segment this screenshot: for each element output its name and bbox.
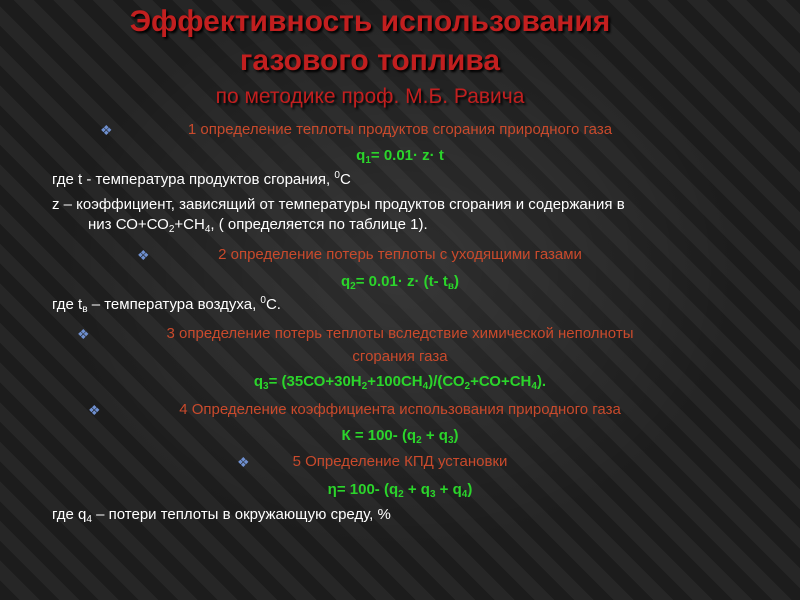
slide-title-line2: газового топлива (239, 44, 501, 77)
section4-heading: 4 Определение коэффициента использования природного газа (179, 401, 621, 418)
bullet-icon: ❖ (88, 402, 101, 418)
section5-heading: 5 Определение КПД установки (292, 453, 508, 470)
formula-q1: $q_1= 0.01\cdot z\cdot t$ (356, 147, 444, 166)
formula-eta: η= 100- $(q_2 + q_3 + q_4)$ (327, 481, 473, 500)
section3-heading-line2: сгорания газа (352, 348, 448, 365)
tb-definition: где $t_в$ – температура воздуха, $^0$С. (52, 295, 281, 315)
section3-heading-line1: 3 определение потерь теплоты вследствие химической неполноты (166, 325, 634, 342)
q4-definition: где $q_4$ – потери теплоты в окружающую среду, % (52, 506, 391, 525)
bullet-icon: ❖ (137, 247, 150, 263)
formula-q2: $q_2= 0.01\cdot z\cdot (t-$ $t_в$) (341, 273, 459, 292)
bullet-icon: ❖ (237, 454, 250, 470)
section2-heading: 2 определение потерь теплоты с уходящими газами (218, 246, 582, 263)
bullet-icon: ❖ (77, 326, 90, 342)
formula-q3: $q_3= (35СО+30Н_2+100СН_4)/(СО_2+СО+СН_4)$. (253, 373, 547, 392)
z-definition-line1: z – коэффициент, зависящий от температуры продуктов сгорания и содержания в (52, 196, 625, 213)
slide-title-line1: Эффективность использования (129, 5, 611, 38)
section1-heading: 1 определение теплоты продуктов сгорания природного газа (187, 121, 613, 138)
slide-subtitle: по методике проф. М.Б. Равича (215, 85, 525, 108)
z-definition-line2: низ $СО+СО_2+СН_4$, ( определяется по таблице 1). (88, 216, 428, 235)
t-definition: где t - температура продуктов сгорания, $^0$С (52, 170, 351, 188)
formula-k: К = 100- $(q_2 + q_3)$ (341, 427, 459, 446)
bullet-icon: ❖ (100, 122, 113, 138)
